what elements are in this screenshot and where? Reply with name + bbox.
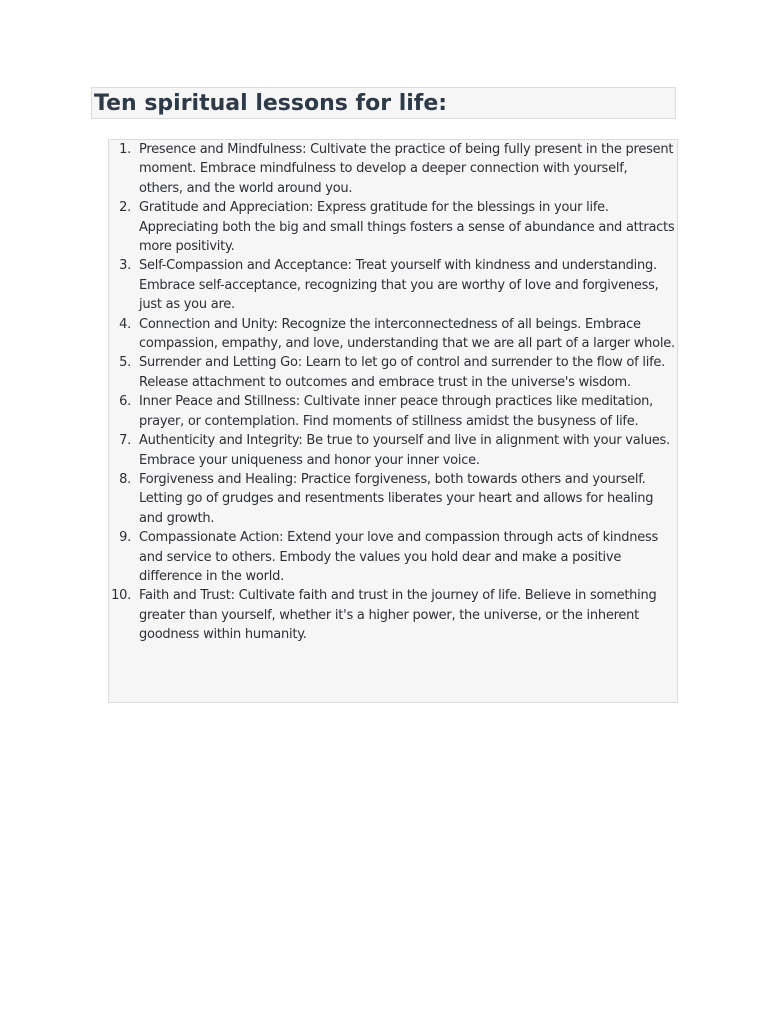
list-item-text: Authenticity and Integrity: Be true to yourself and live in alignment with your values. Embrace your uniqueness and honor your inner voice. [139, 433, 670, 468]
list-item [109, 528, 677, 586]
list-item-text: Gratitude and Appreciation: Express gratitude for the blessings in your life. Appreciating both the big and small things fosters a sense of abundance and attracts more positivity. [139, 200, 675, 255]
list-item-text: Forgiveness and Healing: Practice forgiveness, both towards others and yourself. Letting go of grudges and resentments liberates your heart and allows for healing and growth. [139, 471, 654, 526]
lessons-list [109, 140, 677, 645]
list-item [109, 353, 677, 392]
list-item-number: 8. [119, 471, 131, 487]
list-item [109, 586, 677, 644]
list-item-number: 3. [119, 258, 131, 274]
title-box [91, 87, 676, 119]
list-item-number: 4. [119, 316, 131, 332]
list-item-number: 1. [119, 142, 131, 157]
page-title: Ten spiritual lessons for life: [94, 91, 448, 116]
list-item-text: Self-Compassion and Acceptance: Treat yourself with kindness and understanding. Embrace self-acceptance, recognizing that you are worthy of love and forgiveness, just as you are. [139, 258, 659, 313]
list-item-text: Inner Peace and Stillness: Cultivate inner peace through practices like meditation, prayer, or contemplation. Find moments of stillness amidst the busyness of life. [139, 394, 654, 429]
list-item [109, 140, 677, 198]
list-item [109, 470, 677, 528]
list-item-number: 7. [119, 433, 131, 449]
lessons-box [108, 139, 678, 703]
list-item-text: Compassionate Action: Extend your love and compassion through acts of kindness and service to others. Embody the values you hold dear and make a positive difference in the world. [139, 530, 659, 584]
list-item-number: 2. [119, 200, 131, 216]
list-item [109, 315, 677, 354]
list-item [109, 198, 677, 256]
list-item-number: 9. [119, 530, 131, 546]
list-item-number: 10. [111, 588, 131, 604]
list-item-text: Faith and Trust: Cultivate faith and trust in the journey of life. Believe in something greater than yourself, whether it's a higher power, the universe, or the inherent goodness within humanity. [139, 588, 657, 643]
list-item [109, 256, 677, 314]
list-item [109, 392, 677, 431]
list-item-text: Connection and Unity: Recognize the interconnectedness of all beings. Embrace compassion, empathy, and love, understanding that we are all part of a larger whole. [139, 316, 675, 352]
list-item-text: Presence and Mindfulness: Cultivate the practice of being fully present in the present moment. Embrace mindfulness to develop a deeper connection with yourself, others, and the world around you. [139, 142, 674, 196]
list-item-number: 5. [119, 355, 131, 371]
list-item-number: 6. [119, 394, 131, 410]
list-item [109, 431, 677, 470]
list-item-text: Surrender and Letting Go: Learn to let go of control and surrender to the flow of life. Release attachment to outcomes and embrace trust in the universe's wisdom. [139, 355, 666, 390]
